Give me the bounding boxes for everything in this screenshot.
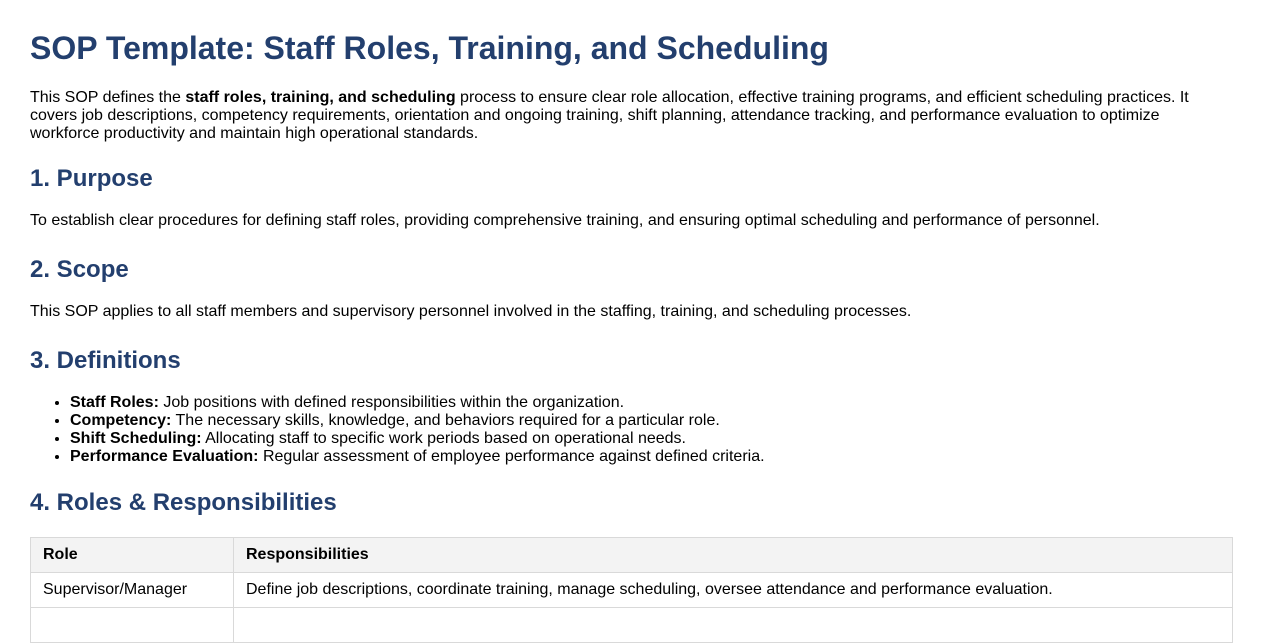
definition-term: Performance Evaluation: [70,448,259,465]
intro-text-before: This SOP defines the [30,89,186,106]
definitions-list [30,394,1233,466]
definition-item [70,412,1233,430]
roles-table [30,537,1233,643]
role-cell: Supervisor/Manager [31,573,234,608]
page-title: SOP Template: Staff Roles, Training, and Scheduling [30,30,829,66]
definition-item [70,394,1233,412]
definition-item [70,448,1233,466]
responsibilities-cell: Define job descriptions, coordinate training, manage scheduling, oversee attendance and performance evaluation. [234,573,1233,608]
table-header-row [31,538,1233,573]
responsibilities-cell [234,608,1233,643]
scope-text: This SOP applies to all staff members and supervisory personnel involved in the staffing, training, and scheduling processes. [30,303,912,320]
role-cell [31,608,234,643]
intro-paragraph [30,89,1200,143]
table-row [31,573,1233,608]
definitions-heading: 3. Definitions [30,347,181,374]
table-row [31,608,1233,643]
definition-item [70,430,1233,448]
definition-desc: The necessary skills, knowledge, and behaviors required for a particular role. [171,412,720,429]
roles-heading: 4. Roles & Responsibilities [30,489,337,516]
definition-desc: Job positions with defined responsibilities within the organization. [158,394,625,411]
column-header-role: Role [31,538,234,573]
definition-term: Shift Scheduling: [70,430,202,447]
intro-text-after: process to ensure clear role allocation, effective training programs, and efficient scheduling practices. It covers job descriptions, competency requirements, orientation and ongoing training, shift planning, attendance tracking, and performance evaluation to optimize workforce productivity and maintain high operational standards. [30,89,1189,142]
purpose-heading: 1. Purpose [30,165,153,192]
column-header-responsibilities: Responsibilities [234,538,1233,573]
definition-desc: Allocating staff to specific work periods based on operational needs. [201,430,686,447]
definition-term: Competency: [70,412,172,429]
purpose-text: To establish clear procedures for defining staff roles, providing comprehensive training, and ensuring optimal scheduling and performance of personnel. [30,212,1100,229]
scope-heading: 2. Scope [30,256,129,283]
definition-term: Staff Roles: [70,394,159,411]
intro-text-bold: staff roles, training, and scheduling [185,89,456,106]
definition-desc: Regular assessment of employee performance against defined criteria. [258,448,765,465]
